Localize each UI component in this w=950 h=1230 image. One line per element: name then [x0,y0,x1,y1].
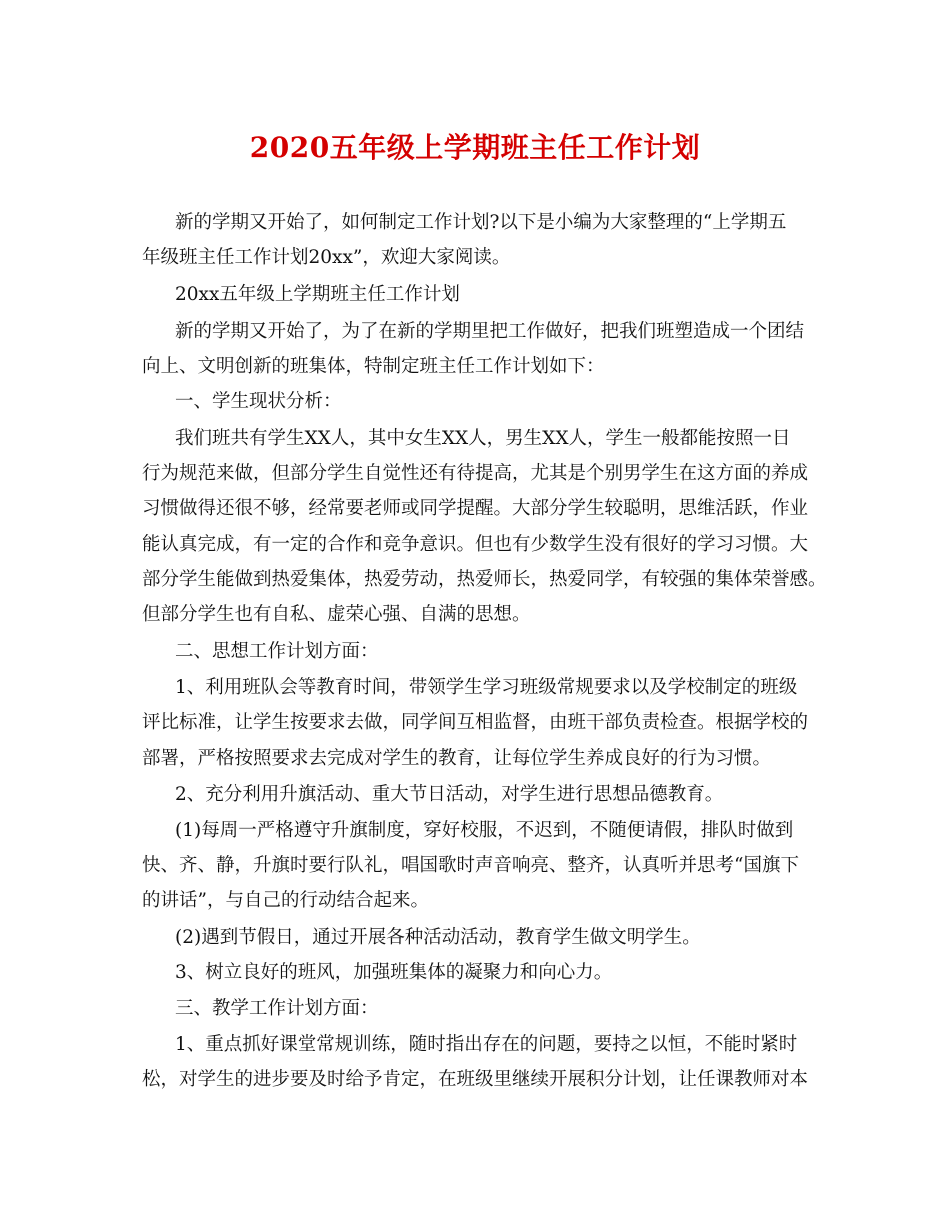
paragraph-line: 部分学生能做到热爱集体，热爱劳动，热爱师长，热爱同学，有较强的集体荣誉感。 [142,569,827,590]
paragraph-line: 评比标准，让学生按要求去做，同学间互相监督，由班干部负责检查。根据学校的 [142,712,809,733]
paragraph-line: 我们班共有学生XX人，其中女生XX人，男生XX人，学生一般都能按照一日 [175,428,791,449]
paragraph-line: 年级班主任工作计划20xx”，欢迎大家阅读。 [142,247,511,268]
section-heading: 三、教学工作计划方面： [175,998,379,1019]
section-heading: 二、思想工作计划方面： [175,641,379,662]
paragraph-line: 3、树立良好的班风，加强班集体的凝聚力和向心力。 [175,962,613,983]
paragraph-line: 新的学期又开始了，为了在新的学期里把工作做好，把我们班塑造成一个团结 [175,321,805,342]
section-heading: 一、学生现状分析： [175,391,342,412]
paragraph-line: (1)每周一严格遵守升旗制度，穿好校服，不迟到，不随便请假，排队时做到 [175,820,794,841]
document-title: 2020五年级上学期班主任工作计划 [249,131,701,164]
paragraph-line: 部署，严格按照要求去完成对学生的教育，让每位学生养成良好的行为习惯。 [142,748,772,769]
paragraph-line: 20xx五年级上学期班主任工作计划 [175,284,460,305]
paragraph-line: 向上、文明创新的班集体，特制定班主任工作计划如下： [142,356,605,377]
paragraph-line: 行为规范来做，但部分学生自觉性还有待提高，尤其是个别男学生在这方面的养成 [142,463,809,484]
paragraph-line: 但部分学生也有自私、虚荣心强、自满的思想。 [142,604,531,625]
paragraph-line: 新的学期又开始了，如何制定工作计划?以下是小编为大家整理的“上学期五 [175,212,787,233]
paragraph-line: 习惯做得还很不够，经常要老师或同学提醒。大部分学生较聪明，思维活跃，作业 [142,498,809,519]
paragraph-line: 1、利用班队会等教育时间，带领学生学习班级常规要求以及学校制定的班级 [175,677,798,698]
paragraph-line: 快、齐、静，升旗时要行队礼，唱国歌时声音响亮、整齐，认真听并思考“国旗下 [142,855,799,876]
paragraph-line: 能认真完成，有一定的合作和竞争意识。但也有少数学生没有很好的学习习惯。大 [142,534,809,555]
paragraph-line: 1、重点抓好课堂常规训练，随时指出存在的问题，要持之以恒，不能时紧时 [175,1034,798,1055]
paragraph-line: 的讲话”，与自己的行动结合起来。 [142,890,429,911]
paragraph-line: 2、充分利用升旗活动、重大节日活动，对学生进行思想品德教育。 [175,784,724,805]
paragraph-line: 松，对学生的进步要及时给予肯定，在班级里继续开展积分计划，让任课教师对本 [142,1069,809,1090]
paragraph-line: (2)遇到节假日，通过开展各种活动活动，教育学生做文明学生。 [175,927,701,948]
